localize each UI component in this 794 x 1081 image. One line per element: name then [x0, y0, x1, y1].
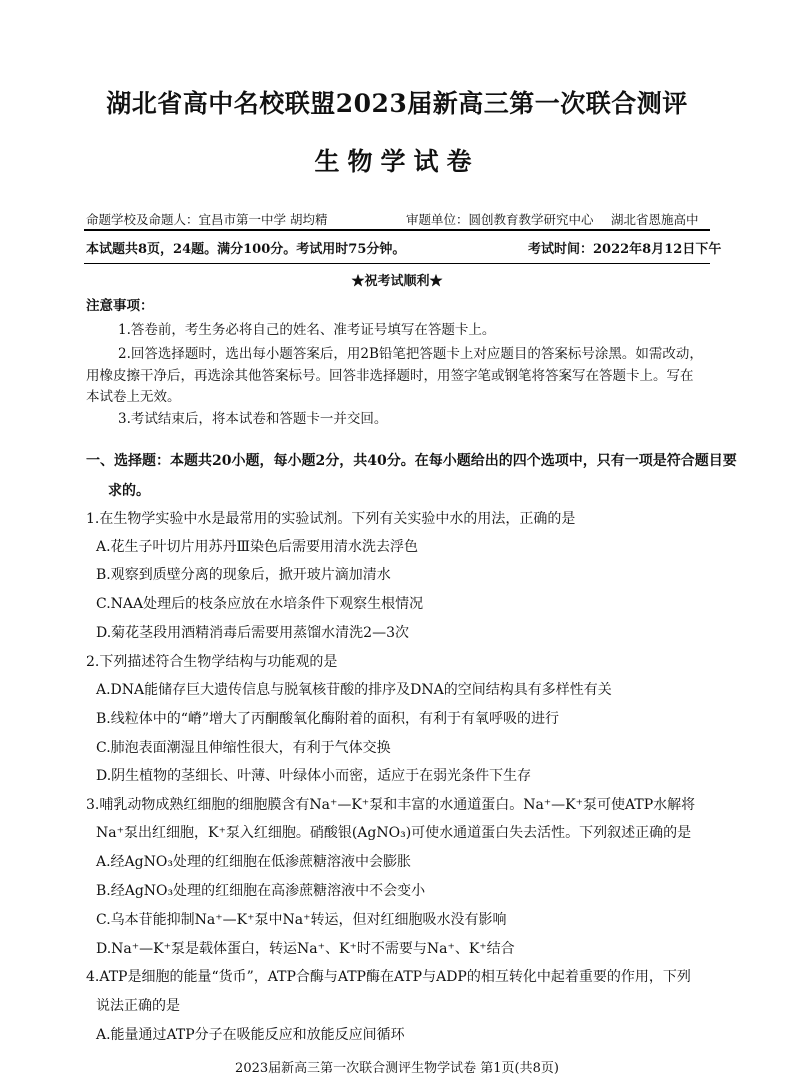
- answer-option: B.经AgNO₃处理的红细胞在高渗蔗糖溶液中不会变小: [96, 883, 426, 899]
- page-footer: 2023届新高三第一次联合测评生物学试卷 第1页(共8页): [235, 1061, 559, 1076]
- question-stem: 3.哺乳动物成熟红细胞的细胞膜含有Na⁺—K⁺泵和丰富的水通道蛋白。Na⁺—K⁺泵可使ATP水解将: [86, 797, 696, 813]
- answer-option: C.肺泡表面潮湿且伸缩性很大，有利于气体交换: [96, 740, 391, 756]
- question-stem-cont: Na⁺泵出红细胞，K⁺泵入红细胞。硝酸银(AgNO₃)可使水通道蛋白失去活性。下列叙述正确的是: [96, 825, 692, 841]
- note-line: 3.考试结束后，将本试卷和答题卡一并交回。: [118, 411, 388, 427]
- subject-title: 生物学试卷: [314, 147, 480, 176]
- header-divider: [84, 229, 710, 231]
- section-heading: 一、选择题：本题共20小题，每小题2分，共40分。在每小题给出的四个选项中，只有一项是符合题目要: [86, 453, 737, 469]
- answer-option: A.DNA能储存巨大遗传信息与脱氧核苷酸的排序及DNA的空间结构具有多样性有关: [96, 682, 612, 698]
- section-heading-cont: 求的。: [108, 483, 150, 499]
- good-luck-banner: ★祝考试顺利★: [351, 274, 443, 289]
- note-line: 用橡皮擦干净后，再选涂其他答案标号。回答非选择题时，用签字笔或钢笔将答案写在答题卡上。写在: [86, 368, 694, 384]
- question-stem: 1.在生物学实验中水是最常用的实验试剂。下列有关实验中水的用法，正确的是: [86, 511, 576, 527]
- answer-option: C.NAA处理后的枝条应放在水培条件下观察生根情况: [96, 596, 424, 612]
- question-stem: 4.ATP是细胞的能量“货币”，ATP合酶与ATP酶在ATP与ADP的相互转化中起着重要的作用，下列: [86, 969, 691, 985]
- question-stem: 2.下列描述符合生物学结构与功能观的是: [86, 654, 338, 670]
- reviewer-school: 湖北省恩施高中: [611, 212, 699, 227]
- answer-option: D.Na⁺—K⁺泵是载体蛋白，转运Na⁺、K⁺时不需要与Na⁺、K⁺结合: [96, 941, 515, 957]
- proposer-info: 命题学校及命题人：宜昌市第一中学 胡均精: [86, 212, 328, 227]
- answer-option: A.花生子叶切片用苏丹Ⅲ染色后需要用清水洗去浮色: [96, 539, 419, 555]
- reviewer-info: 审题单位：圆创教育教学研究中心: [406, 212, 594, 227]
- answer-option: B.观察到质壁分离的现象后，掀开玻片滴加清水: [96, 567, 391, 583]
- answer-option: C.乌本苷能抑制Na⁺—K⁺泵中Na⁺转运，但对红细胞吸水没有影响: [96, 912, 507, 928]
- answer-option: D.菊花茎段用酒精消毒后需要用蒸馏水清洗2—3次: [96, 625, 409, 641]
- answer-option: D.阴生植物的茎细长、叶薄、叶绿体小而密，适应于在弱光条件下生存: [96, 768, 532, 784]
- notes-heading: 注意事项：: [86, 298, 154, 314]
- exam-title: 湖北省高中名校联盟2023届新高三第一次联合测评: [106, 89, 688, 118]
- note-line: 2.回答选择题时，选出每小题答案后，用2B铅笔把答题卡上对应题目的答案标号涂黑。如需改动，: [118, 346, 703, 362]
- info-divider: [84, 263, 710, 264]
- exam-time: 考试时间：2022年8月12日下午: [528, 242, 722, 257]
- note-line: 1.答卷前，考生务必将自己的姓名、准考证号填写在答题卡上。: [118, 322, 496, 338]
- question-stem-cont: 说法正确的是: [96, 998, 180, 1014]
- answer-option: B.线粒体中的“嵴”增大了丙酮酸氧化酶附着的面积，有利于有氧呼吸的进行: [96, 711, 560, 727]
- answer-option: A.能量通过ATP分子在吸能反应和放能反应间循环: [96, 1027, 405, 1043]
- answer-option: A.经AgNO₃处理的红细胞在低渗蔗糖溶液中会膨胀: [96, 854, 411, 870]
- note-line: 本试卷上无效。: [86, 389, 181, 405]
- exam-info: 本试题共8页，24题。满分100分。考试用时75分钟。: [86, 242, 406, 257]
